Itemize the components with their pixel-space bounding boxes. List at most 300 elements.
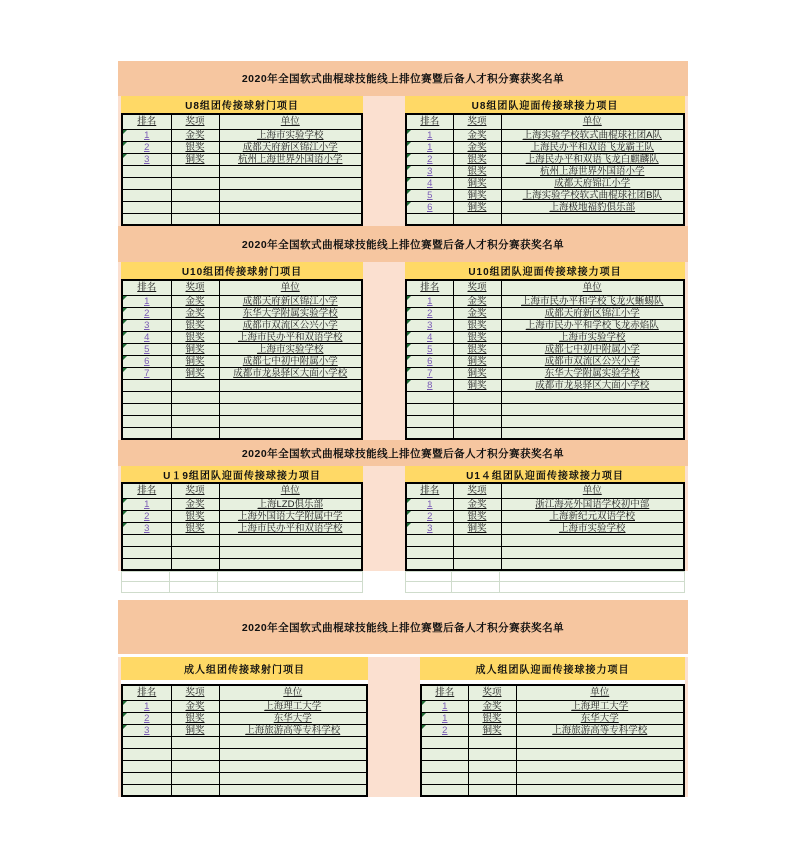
cell-unit[interactable]: 上海市民办平和双语学校: [219, 522, 362, 534]
cell-rank[interactable]: [122, 760, 171, 772]
cell-rank[interactable]: [122, 427, 171, 439]
cell-rank[interactable]: [406, 415, 453, 427]
cell-award[interactable]: [453, 427, 501, 439]
table-row: [406, 522, 684, 534]
cell-unit[interactable]: [219, 534, 362, 546]
cell-rank[interactable]: [406, 510, 453, 522]
faint-grid-gap: [363, 571, 405, 593]
table-row: [122, 331, 362, 343]
table-row: [122, 724, 367, 736]
cell-rank[interactable]: [406, 213, 453, 225]
cell-award[interactable]: 金奖: [453, 498, 501, 510]
cell-award[interactable]: [171, 403, 219, 415]
corner-triangle-icon: [407, 154, 411, 158]
cell-award[interactable]: 银奖: [453, 319, 501, 331]
cell-unit[interactable]: 东华大学: [219, 712, 367, 724]
cell-award[interactable]: 金奖: [171, 498, 219, 510]
header-row: [406, 114, 684, 129]
corner-triangle-icon: [123, 499, 127, 503]
cell-unit[interactable]: 上海旅游高等专科学校: [516, 724, 684, 736]
cell-award[interactable]: 铜奖: [171, 367, 219, 379]
cell-award[interactable]: [171, 772, 219, 784]
cell-unit[interactable]: [219, 201, 362, 213]
cell-award[interactable]: 金奖: [453, 295, 501, 307]
cell-unit[interactable]: 东华大学附属实验学校: [501, 367, 684, 379]
left-table-block: [121, 657, 368, 797]
rank-value: 6: [144, 355, 150, 367]
cell-rank[interactable]: [122, 510, 171, 522]
cell-award[interactable]: 铜奖: [453, 177, 501, 189]
cell-rank[interactable]: [406, 189, 453, 201]
cell-rank[interactable]: [122, 165, 171, 177]
cell-rank[interactable]: [421, 724, 468, 736]
cell-unit[interactable]: [219, 165, 362, 177]
table-row: [406, 153, 684, 165]
cell-award[interactable]: [171, 165, 219, 177]
cell-award[interactable]: 铜奖: [453, 522, 501, 534]
cell-unit[interactable]: [219, 736, 367, 748]
cell-rank[interactable]: [421, 748, 468, 760]
cell-award[interactable]: 金奖: [453, 307, 501, 319]
corner-triangle-icon: [407, 190, 411, 194]
cell-unit[interactable]: 上海市民办平和学校飞龙火蜥蜴队: [501, 295, 684, 307]
cell-award[interactable]: 银奖: [453, 165, 501, 177]
corner-triangle-icon: [407, 178, 411, 182]
rank-value: 1: [427, 295, 433, 307]
corner-triangle-icon: [407, 380, 411, 384]
col-header-rank: 排名: [122, 114, 171, 129]
rank-value: 2: [427, 153, 433, 165]
cell-rank[interactable]: [406, 177, 453, 189]
cell-unit[interactable]: [219, 391, 362, 403]
cell-rank[interactable]: [122, 784, 171, 796]
cell-rank[interactable]: [122, 201, 171, 213]
table-row: [122, 367, 362, 379]
cell-unit[interactable]: [219, 760, 367, 772]
section-title-band: [118, 226, 688, 262]
col-header-award: 奖项: [171, 685, 219, 700]
cell-rank[interactable]: [122, 295, 171, 307]
table-row: [122, 498, 362, 510]
col-header-rank: 排名: [406, 280, 453, 295]
col-header-rank: 排名: [406, 483, 453, 498]
cell-unit[interactable]: [501, 403, 684, 415]
cell-award[interactable]: [453, 213, 501, 225]
cell-rank[interactable]: [122, 379, 171, 391]
spreadsheet-area: [118, 61, 688, 797]
rank-value: 3: [427, 522, 433, 534]
cell-award[interactable]: 金奖: [171, 700, 219, 712]
cell-award[interactable]: 金奖: [171, 307, 219, 319]
rank-value: 3: [144, 522, 150, 534]
cell-rank[interactable]: [122, 153, 171, 165]
left-table-block: [121, 262, 363, 440]
cell-rank[interactable]: [122, 415, 171, 427]
cell-award[interactable]: 铜奖: [171, 355, 219, 367]
cell-unit[interactable]: [219, 189, 362, 201]
cell-rank[interactable]: [406, 367, 453, 379]
cell-award[interactable]: 铜奖: [453, 201, 501, 213]
award-table-u14: [405, 482, 685, 571]
cell-unit[interactable]: 东华大学附属实验学校: [219, 307, 362, 319]
cell-unit[interactable]: [219, 772, 367, 784]
right-table-block: [420, 657, 685, 797]
cell-rank[interactable]: [421, 700, 468, 712]
table-row: [122, 355, 362, 367]
rank-value: 5: [427, 343, 433, 355]
cell-award[interactable]: [171, 558, 219, 570]
cell-rank[interactable]: [122, 736, 171, 748]
cell-award[interactable]: 银奖: [453, 510, 501, 522]
cell-rank[interactable]: [122, 558, 171, 570]
cell-unit[interactable]: 上海市实验学校: [219, 343, 362, 355]
cell-unit[interactable]: 成都市双流区公兴小学: [219, 319, 362, 331]
col-header-unit: 单位: [219, 114, 362, 129]
table-row: [122, 379, 362, 391]
cell-award[interactable]: [468, 784, 516, 796]
cell-award[interactable]: [453, 415, 501, 427]
cell-unit[interactable]: 上海新纪元双语学校: [501, 510, 684, 522]
cell-rank[interactable]: [406, 355, 453, 367]
cell-rank[interactable]: [406, 331, 453, 343]
cell-unit[interactable]: 上海极地福豹俱乐部: [501, 201, 684, 213]
cell-award[interactable]: [171, 379, 219, 391]
cell-unit[interactable]: [501, 391, 684, 403]
table-row: [122, 748, 367, 760]
cell-award[interactable]: 铜奖: [453, 355, 501, 367]
cell-rank[interactable]: [122, 724, 171, 736]
cell-award[interactable]: [171, 736, 219, 748]
cell-unit[interactable]: 上海市实验学校: [501, 522, 684, 534]
rank-value: 1: [427, 129, 433, 141]
rank-value: 1: [144, 700, 150, 712]
cell-award[interactable]: [171, 391, 219, 403]
rank-value: 1: [442, 712, 448, 724]
cell-rank[interactable]: [406, 391, 453, 403]
cell-unit[interactable]: [516, 736, 684, 748]
cell-rank[interactable]: [406, 295, 453, 307]
rank-value: 2: [144, 712, 150, 724]
cell-rank[interactable]: [406, 546, 453, 558]
gap-column: [368, 657, 420, 797]
col-header-award: 奖项: [171, 483, 219, 498]
cell-rank[interactable]: [122, 534, 171, 546]
cell-rank[interactable]: [122, 712, 171, 724]
table-row: [406, 201, 684, 213]
cell-rank[interactable]: [421, 784, 468, 796]
cell-award[interactable]: 银奖: [171, 319, 219, 331]
cell-unit[interactable]: 上海实验学校软式曲棍球社团B队: [501, 189, 684, 201]
col-header-rank: 排名: [421, 685, 468, 700]
cell-unit[interactable]: [501, 558, 684, 570]
page-title: 2020年全国软式曲棍球技能线上排位赛暨后备人才积分赛获奖名单: [241, 238, 565, 251]
cell-rank[interactable]: [122, 331, 171, 343]
cell-award[interactable]: 铜奖: [171, 153, 219, 165]
table-row: [421, 712, 684, 724]
corner-triangle-icon: [422, 701, 426, 705]
table-row: [122, 522, 362, 534]
cell-award[interactable]: 金奖: [453, 141, 501, 153]
cell-award[interactable]: [453, 558, 501, 570]
table-row: [122, 760, 367, 772]
cell-unit[interactable]: [501, 534, 684, 546]
corner-triangle-icon: [407, 511, 411, 515]
section-title-band: [118, 440, 688, 466]
cell-award[interactable]: 铜奖: [453, 189, 501, 201]
cell-rank[interactable]: [122, 307, 171, 319]
cell-award[interactable]: 银奖: [171, 712, 219, 724]
cell-award[interactable]: [171, 546, 219, 558]
cell-award[interactable]: 银奖: [171, 331, 219, 343]
cell-rank[interactable]: [406, 165, 453, 177]
col-header-award: 奖项: [171, 114, 219, 129]
cell-unit[interactable]: 上海实验学校软式曲棍球社团A队: [501, 129, 684, 141]
rank-value: 4: [144, 331, 150, 343]
cell-unit[interactable]: [516, 748, 684, 760]
cell-award[interactable]: 金奖: [453, 129, 501, 141]
cell-rank[interactable]: [406, 498, 453, 510]
cell-award[interactable]: [468, 760, 516, 772]
table-row: [122, 391, 362, 403]
cell-award[interactable]: [171, 784, 219, 796]
cell-unit[interactable]: 杭州上海世界外国语小学: [219, 153, 362, 165]
table-row: [122, 129, 362, 141]
corner-triangle-icon: [407, 296, 411, 300]
cell-rank[interactable]: [406, 343, 453, 355]
cell-award[interactable]: [453, 403, 501, 415]
cell-unit[interactable]: 成都七中初中附属小学: [501, 343, 684, 355]
cell-award[interactable]: [171, 760, 219, 772]
cell-award[interactable]: [171, 213, 219, 225]
cell-unit[interactable]: 成都市龙泉驿区大面小学校: [501, 379, 684, 391]
cell-unit[interactable]: 上海市民办平和双语学校: [219, 331, 362, 343]
table-row: [406, 427, 684, 439]
rank-value: 3: [427, 319, 433, 331]
cell-award[interactable]: 银奖: [468, 712, 516, 724]
cell-award[interactable]: 铜奖: [468, 724, 516, 736]
cell-unit[interactable]: [219, 748, 367, 760]
cell-award[interactable]: 金奖: [171, 129, 219, 141]
cell-unit[interactable]: 上海理工大学: [516, 700, 684, 712]
cell-unit[interactable]: 成都天府锦江小学: [501, 177, 684, 189]
table-row: [406, 331, 684, 343]
cell-rank[interactable]: [406, 141, 453, 153]
cell-rank[interactable]: [421, 772, 468, 784]
cell-award[interactable]: [171, 427, 219, 439]
section-title-band: [118, 600, 688, 654]
cell-award[interactable]: 铜奖: [453, 379, 501, 391]
cell-unit[interactable]: [516, 760, 684, 772]
cell-unit[interactable]: [219, 546, 362, 558]
cell-rank[interactable]: [122, 129, 171, 141]
cell-rank[interactable]: [122, 177, 171, 189]
cell-rank[interactable]: [421, 760, 468, 772]
header-row: [122, 685, 367, 700]
cell-rank[interactable]: [122, 355, 171, 367]
cell-rank[interactable]: [122, 748, 171, 760]
cell-rank[interactable]: [122, 522, 171, 534]
cell-unit[interactable]: 成都市双流区公兴小学: [501, 355, 684, 367]
corner-triangle-icon: [407, 344, 411, 348]
cell-unit[interactable]: 浙江海亮外国语学校初中部: [501, 498, 684, 510]
cell-award[interactable]: 银奖: [453, 343, 501, 355]
cell-award[interactable]: [171, 201, 219, 213]
table-title-u10-left: U10组团传接球射门项目: [121, 262, 363, 279]
cell-unit[interactable]: [219, 213, 362, 225]
cell-rank[interactable]: [122, 343, 171, 355]
table-row: [406, 510, 684, 522]
cell-unit[interactable]: 上海市实验学校: [501, 331, 684, 343]
right-table-block: [405, 262, 685, 440]
cell-award[interactable]: 铜奖: [171, 724, 219, 736]
rank-value: 1: [144, 498, 150, 510]
table-row: [421, 736, 684, 748]
cell-award[interactable]: [171, 177, 219, 189]
header-row: [122, 483, 362, 498]
cell-award[interactable]: [453, 534, 501, 546]
table-row: [122, 343, 362, 355]
table-row: [406, 213, 684, 225]
cell-rank[interactable]: [122, 319, 171, 331]
cell-unit[interactable]: 上海市实验学校: [219, 129, 362, 141]
cell-unit[interactable]: 成都天府新区锦江小学: [219, 141, 362, 153]
cell-unit[interactable]: 上海LZD俱乐部: [219, 498, 362, 510]
col-header-award: 奖项: [453, 280, 501, 295]
cell-unit[interactable]: [501, 213, 684, 225]
cell-award[interactable]: 银奖: [171, 141, 219, 153]
rank-value: 8: [427, 379, 433, 391]
cell-unit[interactable]: 上海民办平和双语飞龙白麒麟队: [501, 153, 684, 165]
faint-grid-right: [405, 571, 685, 593]
table-row: [406, 498, 684, 510]
cell-rank[interactable]: [122, 141, 171, 153]
cell-unit[interactable]: 东华大学: [516, 712, 684, 724]
corner-triangle-icon: [123, 142, 127, 146]
award-table-adult-left: [121, 684, 368, 797]
cell-award[interactable]: [453, 391, 501, 403]
cell-award[interactable]: [468, 748, 516, 760]
cell-unit[interactable]: [219, 177, 362, 189]
cell-award[interactable]: [171, 748, 219, 760]
cell-unit[interactable]: 成都天府新区锦江小学: [501, 307, 684, 319]
cell-rank[interactable]: [406, 319, 453, 331]
cell-unit[interactable]: [219, 403, 362, 415]
corner-triangle-icon: [407, 356, 411, 360]
cell-unit[interactable]: 成都天府新区锦江小学: [219, 295, 362, 307]
award-table-u8-right: [405, 113, 685, 226]
table-title-u8-left: U8组团传接球射门项目: [121, 96, 363, 113]
rank-value: 5: [144, 343, 150, 355]
cell-unit[interactable]: 杭州上海世界外国语小学: [501, 165, 684, 177]
award-table-u10-right: [405, 279, 685, 440]
cell-unit[interactable]: [501, 546, 684, 558]
cell-unit[interactable]: [516, 772, 684, 784]
col-header-unit: 单位: [501, 483, 684, 498]
cell-rank[interactable]: [122, 700, 171, 712]
cell-unit[interactable]: 上海民办平和双语飞龙霸王队: [501, 141, 684, 153]
cell-award[interactable]: 银奖: [171, 510, 219, 522]
cell-rank[interactable]: [406, 201, 453, 213]
rank-value: 6: [427, 355, 433, 367]
cell-unit[interactable]: 成都市龙泉驿区大面小学校: [219, 367, 362, 379]
cell-award[interactable]: 铜奖: [453, 367, 501, 379]
cell-award[interactable]: 银奖: [453, 153, 501, 165]
cell-unit[interactable]: [219, 415, 362, 427]
cell-award[interactable]: 金奖: [468, 700, 516, 712]
corner-triangle-icon: [407, 166, 411, 170]
cell-rank[interactable]: [122, 546, 171, 558]
cell-rank[interactable]: [406, 558, 453, 570]
cell-award[interactable]: [468, 772, 516, 784]
cell-rank[interactable]: [406, 427, 453, 439]
cell-award[interactable]: [453, 546, 501, 558]
cell-rank[interactable]: [122, 772, 171, 784]
cell-unit[interactable]: 上海外国语大学附属中学: [219, 510, 362, 522]
cell-rank[interactable]: [122, 403, 171, 415]
cell-award[interactable]: [171, 415, 219, 427]
table-row: [122, 213, 362, 225]
cell-rank[interactable]: [122, 367, 171, 379]
cell-unit[interactable]: 上海旅游高等专科学校: [219, 724, 367, 736]
cell-award[interactable]: 银奖: [171, 522, 219, 534]
cell-award[interactable]: 铜奖: [171, 343, 219, 355]
header-row: [122, 114, 362, 129]
col-header-rank: 排名: [122, 483, 171, 498]
cell-rank[interactable]: [406, 307, 453, 319]
cell-unit[interactable]: [501, 415, 684, 427]
cell-unit[interactable]: 成都七中初中附属小学: [219, 355, 362, 367]
header-row: [406, 483, 684, 498]
page-title: 2020年全国软式曲棍球技能线上排位赛暨后备人才积分赛获奖名单: [241, 621, 565, 634]
cell-rank[interactable]: [406, 522, 453, 534]
cell-unit[interactable]: 上海市民办平和学校飞龙赤焰队: [501, 319, 684, 331]
cell-rank[interactable]: [421, 712, 468, 724]
cell-rank[interactable]: [122, 213, 171, 225]
corner-triangle-icon: [123, 511, 127, 515]
cell-rank[interactable]: [406, 379, 453, 391]
table-row: [122, 165, 362, 177]
cell-unit[interactable]: [219, 784, 367, 796]
cell-rank[interactable]: [421, 736, 468, 748]
cell-unit[interactable]: [219, 379, 362, 391]
cell-unit[interactable]: [501, 427, 684, 439]
cell-unit[interactable]: [516, 784, 684, 796]
cell-rank[interactable]: [406, 129, 453, 141]
cell-rank[interactable]: [122, 391, 171, 403]
cell-rank[interactable]: [122, 189, 171, 201]
gap-column: [363, 466, 405, 571]
table-row: [406, 189, 684, 201]
cell-unit[interactable]: [219, 427, 362, 439]
cell-award[interactable]: [171, 189, 219, 201]
cell-award[interactable]: [468, 736, 516, 748]
rank-value: 3: [144, 153, 150, 165]
cell-award[interactable]: [171, 534, 219, 546]
cell-unit[interactable]: 上海理工大学: [219, 700, 367, 712]
award-table-u8-left: [121, 113, 363, 226]
cell-rank[interactable]: [406, 534, 453, 546]
cell-unit[interactable]: [219, 558, 362, 570]
col-header-unit: 单位: [219, 483, 362, 498]
cell-award[interactable]: 银奖: [453, 331, 501, 343]
table-row: [406, 558, 684, 570]
cell-rank[interactable]: [406, 403, 453, 415]
corner-triangle-icon: [123, 308, 127, 312]
corner-triangle-icon: [407, 142, 411, 146]
cell-rank[interactable]: [122, 498, 171, 510]
cell-award[interactable]: 金奖: [171, 295, 219, 307]
cell-rank[interactable]: [406, 153, 453, 165]
